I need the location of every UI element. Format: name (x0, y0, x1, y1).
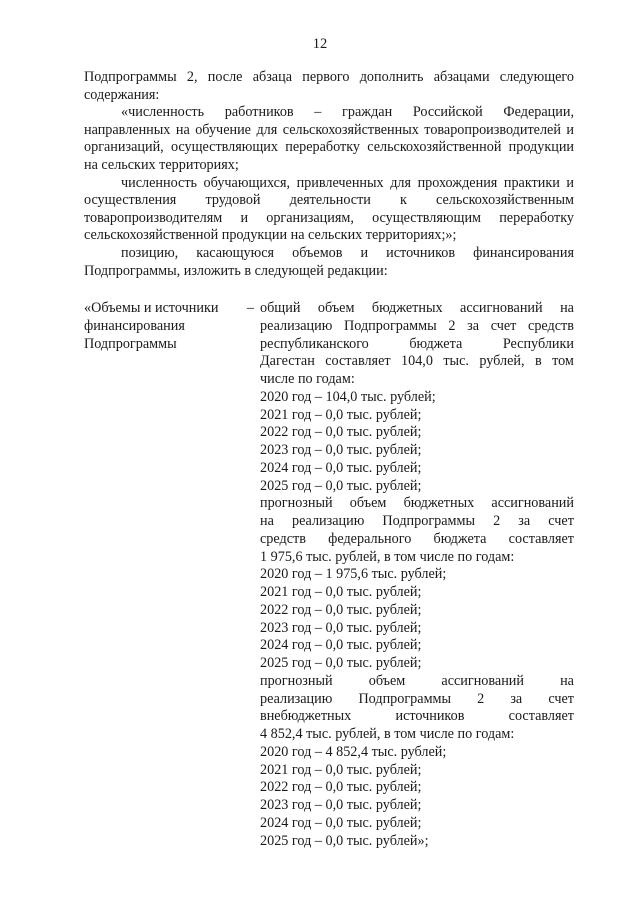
word: на (560, 672, 574, 689)
word: 2 (477, 690, 485, 707)
year-line: 2021 год – 0,0 тыс. рублей; (260, 761, 422, 778)
year-line: 2022 год – 0,0 тыс. рублей; (260, 779, 422, 796)
text-line (260, 531, 574, 549)
word: 2 (448, 317, 456, 334)
passport-label-row (84, 300, 254, 318)
word: объем (349, 495, 387, 512)
text-line (260, 318, 574, 336)
word: ассигнований (491, 495, 574, 512)
word: бюджетных (403, 495, 475, 512)
year-line: 2025 год – 0,0 тыс. рублей»; (260, 832, 429, 849)
year-line: 2023 год – 0,0 тыс. рублей; (260, 619, 422, 636)
word: прогнозный (260, 672, 333, 689)
word: общий (260, 300, 301, 316)
year-line: 2021 год – 0,0 тыс. рублей; (260, 584, 422, 600)
paragraph: позицию, касающуюся объемов и источников финансирования Подпрограммы, изложить в следующей редакции: (84, 244, 574, 279)
word: счет (490, 317, 517, 334)
passport-label-text: финансирования (84, 317, 185, 334)
paragraph: Подпрограммы 2, после абзаца первого дополнить абзацами следующего содержания: (84, 69, 574, 103)
word: источников (395, 708, 465, 725)
text-line (260, 495, 574, 513)
word: на (560, 300, 574, 316)
word: Подпрограммы (382, 513, 476, 529)
federal-budget-block (260, 495, 574, 673)
text-line: числе по годам: (260, 371, 355, 387)
year-line: 2022 год – 0,0 тыс. рублей; (260, 601, 422, 618)
word: Подпрограммы (344, 317, 437, 334)
text-line (260, 336, 574, 354)
text-line (260, 513, 574, 531)
word: тыс. (443, 353, 469, 370)
word: реализацию (291, 513, 365, 529)
text-line (260, 708, 574, 726)
word: Подпрограммы (358, 690, 452, 707)
word: реализацию (260, 317, 333, 334)
word: внебюджетных (260, 708, 352, 725)
year-line: 2020 год – 104,0 тыс. рублей; (260, 388, 436, 405)
paragraph: «численность работников – граждан Российской Федерации, направленных на обучение для сельскохозяйственных товаропроизводителей и организаций, осуществляющих переработку сельскохозяйственной продукции на сельских территориях; (84, 104, 574, 173)
year-line: 2024 год – 0,0 тыс. рублей; (260, 814, 422, 831)
year-line: 2023 год – 0,0 тыс. рублей; (260, 797, 422, 813)
text-line (260, 691, 574, 709)
word: за (518, 513, 531, 529)
word: бюджета (433, 530, 487, 547)
word: бюджетных (371, 300, 443, 316)
republican-budget-block (260, 300, 574, 495)
word: счет (548, 690, 574, 707)
extrabudgetary-block (260, 673, 574, 851)
year-line: 2024 год – 0,0 тыс. рублей; (260, 637, 422, 654)
word: ассигнований (460, 300, 543, 316)
word: составляет (325, 353, 391, 370)
text-line (260, 353, 574, 371)
funding-passport-table (84, 300, 574, 850)
word: за (467, 317, 480, 334)
word: средств (260, 530, 306, 547)
passport-label-dash: – (246, 300, 254, 316)
word: 104,0 (401, 353, 433, 370)
word: реализацию (260, 690, 333, 707)
word: составляет (508, 708, 574, 725)
page-number: 12 (312, 36, 328, 52)
word: в (534, 353, 542, 370)
word: рублей, (479, 353, 525, 370)
word: 2 (493, 513, 501, 529)
text-line (260, 300, 574, 318)
text-line (260, 673, 574, 691)
text-line: 4 852,4 тыс. рублей, в том числе по годам: (260, 726, 515, 742)
word: федерального (328, 530, 412, 547)
word: средств (528, 317, 574, 334)
word: объем (317, 300, 355, 316)
word: на (260, 513, 274, 529)
word: объем (368, 672, 406, 689)
word: республиканского (260, 335, 369, 352)
word: прогнозный (260, 495, 333, 512)
year-line: 2020 год – 4 852,4 тыс. рублей; (260, 743, 447, 760)
passport-value-cell (260, 300, 574, 850)
passport-label-text: «Объемы и источники (84, 300, 219, 316)
word: ассигнований (441, 672, 524, 689)
passport-label-cell (84, 300, 254, 850)
paragraph: численность обучающихся, привлеченных для прохождения практики и осуществления трудовой деятельности к сельскохозяйственным товаропроизводителям и организациям, осуществляющим переработку сельскохозяйственной продукции на сельских территориях;»; (84, 174, 574, 244)
year-line: 2021 год – 0,0 тыс. рублей; (260, 406, 422, 423)
word: бюджета (409, 335, 463, 352)
word: том (552, 353, 574, 370)
passport-label-text: Подпрограммы (84, 335, 177, 352)
word: составляет (508, 530, 574, 547)
word: за (510, 690, 523, 707)
word: Дагестан (260, 353, 315, 370)
year-line: 2020 год – 1 975,6 тыс. рублей; (260, 566, 447, 583)
word: Республики (502, 335, 574, 352)
year-line: 2024 год – 0,0 тыс. рублей; (260, 459, 422, 476)
text-line: 1 975,6 тыс. рублей, в том числе по годам: (260, 548, 515, 565)
word: счет (548, 513, 574, 529)
year-line: 2023 год – 0,0 тыс. рублей; (260, 442, 422, 458)
year-line: 2025 год – 0,0 тыс. рублей; (260, 655, 422, 671)
body-text (84, 69, 574, 280)
year-line: 2022 год – 0,0 тыс. рублей; (260, 424, 422, 441)
year-line: 2025 год – 0,0 тыс. рублей; (260, 477, 422, 494)
